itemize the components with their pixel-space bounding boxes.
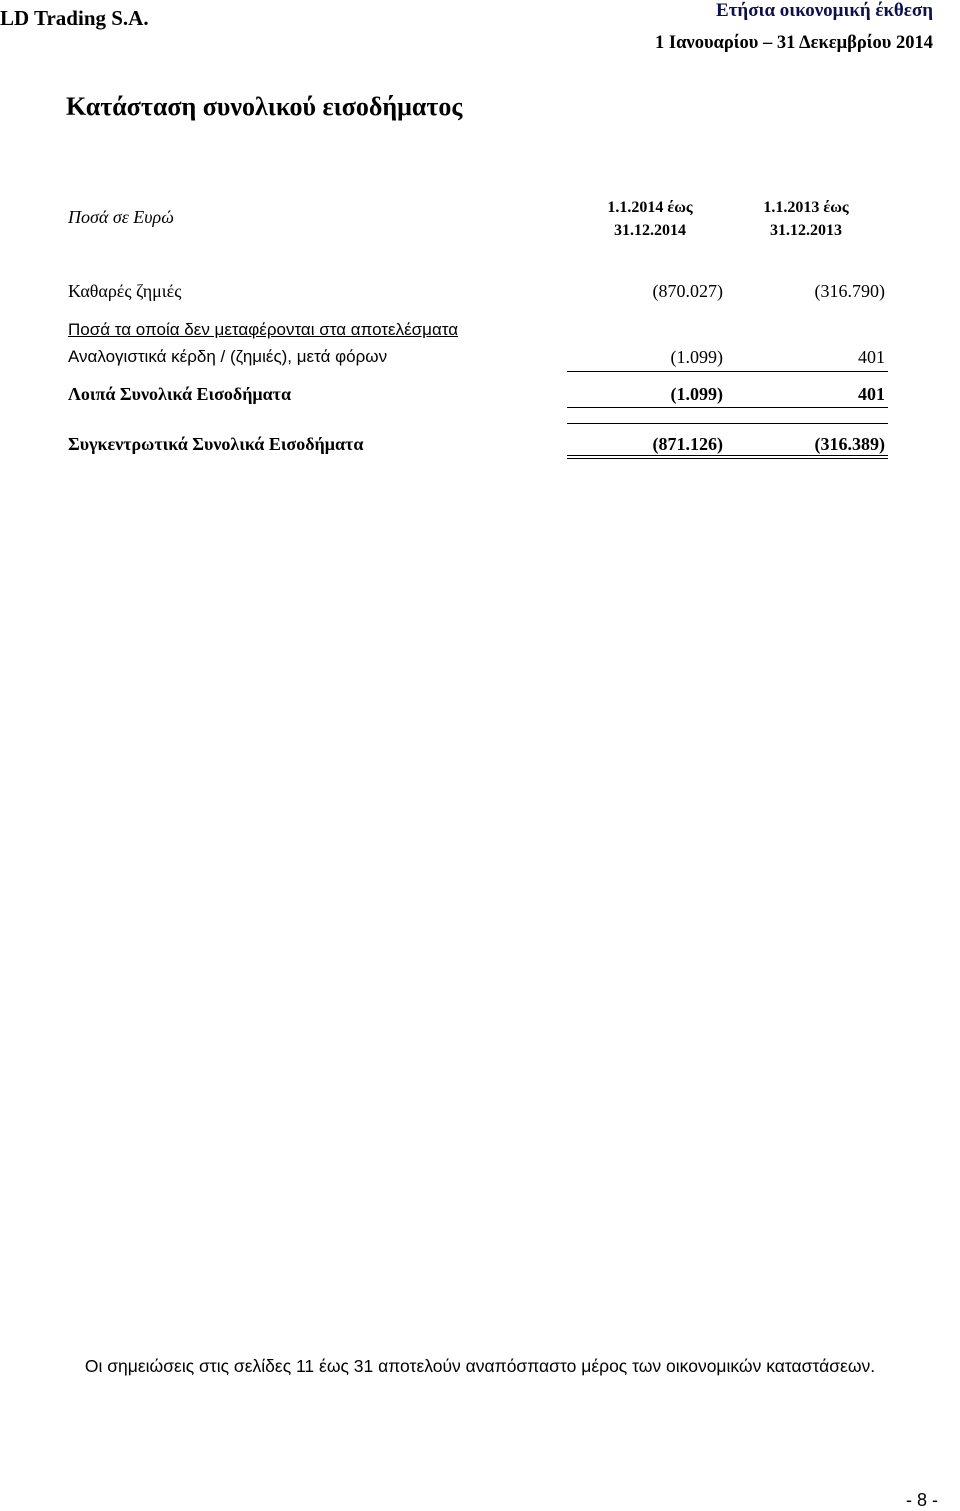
column-header-2013 — [742, 196, 870, 242]
net-loss-2014: (870.027) — [652, 281, 723, 301]
company-name: LD Trading S.A. — [0, 6, 149, 30]
column-header-2013-line2: 31.12.2013 — [770, 222, 842, 239]
column-header-2014-line2: 31.12.2014 — [614, 222, 686, 239]
page-title: Κατάσταση συνολικού εισοδήματος — [66, 92, 463, 121]
other-comprehensive-rule — [567, 407, 888, 408]
page-number: - 8 - — [905, 1490, 938, 1510]
other-comprehensive-label: Λοιπά Συνολικά Εισοδήματα — [68, 384, 292, 404]
footnote: Οι σημειώσεις στις σελίδες 11 έως 31 αποτελούν αναπόσπαστο μέρος των οικονομικών καταστάσεων. — [84, 1356, 876, 1376]
other-comprehensive-2014: (1.099) — [670, 384, 723, 404]
report-period: 1 Ιανουαρίου – 31 Δεκεμβρίου 2014 — [655, 33, 933, 53]
actuarial-label: Αναλογιστικά κέρδη / (ζημιές), μετά φόρων — [68, 347, 388, 366]
actuarial-2014: (1.099) — [670, 347, 723, 367]
report-title: Ετήσια οικονομική έκθεση — [716, 0, 933, 21]
actuarial-2013: 401 — [858, 347, 885, 367]
net-loss-2013: (316.790) — [814, 281, 885, 301]
net-loss-label: Καθαρές ζημιές — [68, 281, 182, 301]
total-comprehensive-2013: (316.389) — [814, 434, 885, 454]
subtotal-rule — [567, 371, 888, 372]
amounts-label: Ποσά σε Ευρώ — [68, 207, 174, 227]
other-comprehensive-2013: 401 — [858, 384, 885, 404]
section-heading: Ποσά τα οποία δεν μεταφέρονται στα αποτελέσματα — [68, 320, 459, 339]
column-header-2013-line1: 1.1.2013 έως — [763, 199, 849, 216]
column-header-2014-line1: 1.1.2014 έως — [607, 199, 693, 216]
total-double-rule — [567, 455, 888, 459]
total-comprehensive-label: Συγκεντρωτικά Συνολικά Εισοδήματα — [68, 434, 364, 454]
total-top-rule — [567, 423, 888, 424]
total-comprehensive-2014: (871.126) — [652, 434, 723, 454]
column-header-2014 — [586, 196, 714, 242]
